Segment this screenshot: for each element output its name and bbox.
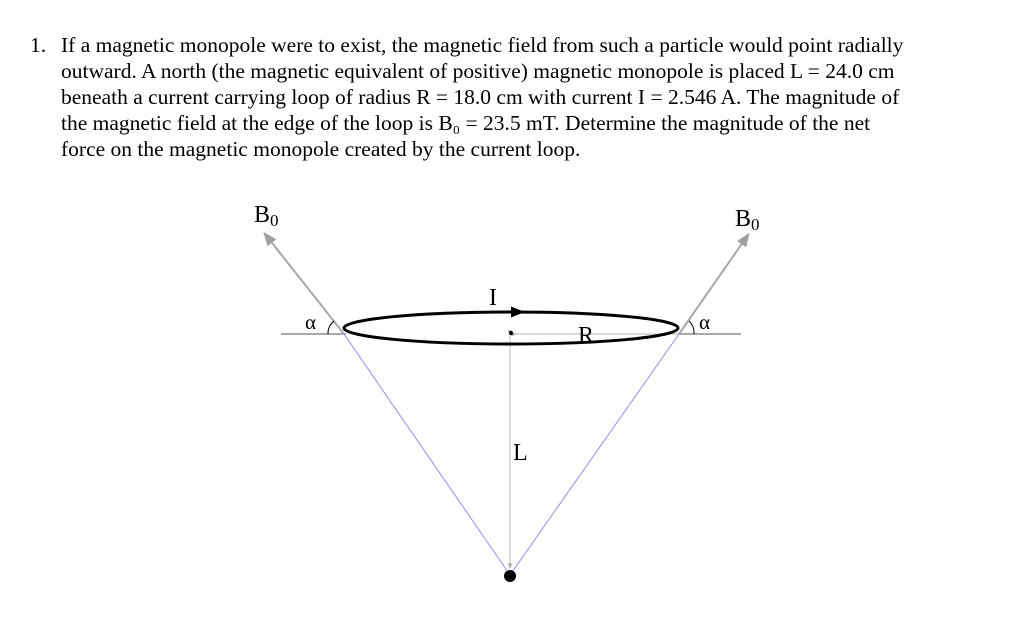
left-cone-line bbox=[344, 334, 510, 575]
right-cone-line bbox=[510, 334, 679, 575]
distance-label: L bbox=[513, 440, 528, 466]
current-loop bbox=[344, 312, 678, 344]
b0-right-label: B0 bbox=[735, 206, 760, 234]
problem-line-2: outward. A north (the magnetic equivalent of positive) magnetic monopole is placed L = 24.0 cm bbox=[61, 59, 895, 83]
alpha-right-label: α bbox=[699, 310, 711, 334]
b0-left-label: B0 bbox=[254, 202, 279, 230]
right-field-arrow bbox=[679, 235, 748, 334]
problem-number: 1. bbox=[30, 33, 47, 57]
problem-line-5: force on the magnetic monopole created by the current loop. bbox=[61, 137, 581, 161]
problem-line-3: beneath a current carrying loop of radius R = 18.0 cm with current I = 2.546 A. The magnitude of bbox=[61, 85, 900, 109]
current-label: I bbox=[489, 285, 497, 311]
alpha-left-label: α bbox=[305, 310, 317, 334]
monopole-dot bbox=[504, 570, 516, 582]
problem-line-4: the magnetic field at the edge of the loop is B₀ = 23.5 mT. Determine the magnitude of the net bbox=[61, 111, 871, 135]
radius-label: R bbox=[578, 323, 595, 349]
loop-center-dot bbox=[509, 331, 513, 335]
left-angle-arc bbox=[328, 321, 334, 334]
problem-line-1: If a magnetic monopole were to exist, the magnetic field from such a particle would point radially bbox=[61, 33, 904, 57]
right-angle-arc bbox=[689, 321, 694, 334]
